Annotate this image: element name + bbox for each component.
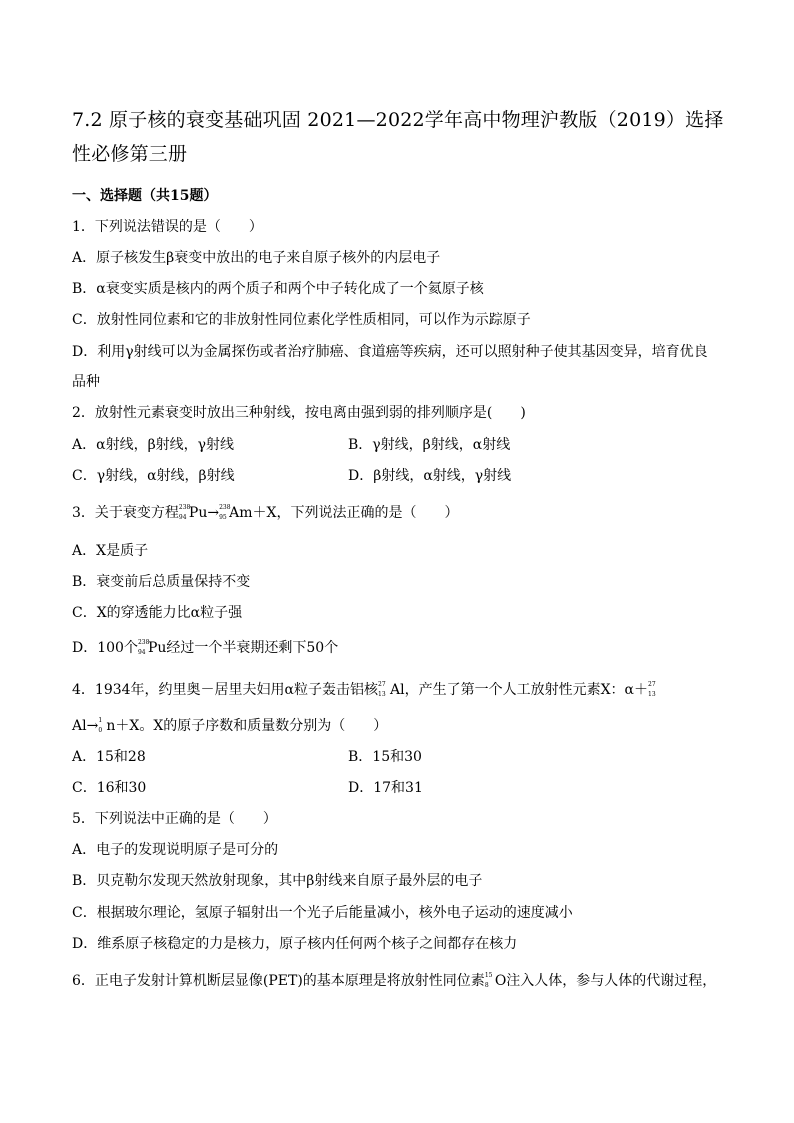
al-nuclide-numbers [378,683,390,697]
q2-stem: 2．放射性元素衰变时放出三种射线，按电离由强到弱的排列顺序是( ) [72,405,526,421]
q3-d-atomic-number: 94 [137,649,146,656]
q3-d-symbol: Pu [147,640,167,656]
q3-stem-pre: 3．关于衰变方程 [72,505,179,521]
pu-mass-number: 238 [178,504,191,511]
q3-d-post: 经过一个半衰期还剩下50个 [166,640,339,656]
o-atomic-number: 8 [484,982,489,989]
q6-stem-post: 注入人体，参与人体的代谢过程， [506,973,717,989]
q3-option-b: B．衰变前后总质量保持不变 [72,574,251,590]
q4-stem [72,680,660,700]
neutron-symbol: n [106,718,116,734]
q4-option-a: A．15和28 [72,749,146,765]
pu-atomic-number: 94 [178,514,187,521]
neutron-nuclide-numbers [98,719,106,733]
am-symbol: Am [229,505,253,521]
pu-symbol: Pu [188,505,208,521]
q3-d-mass-number: 238 [137,639,150,646]
neutron-mass-number: 1 [98,717,103,724]
al2-mass-number: 27 [648,681,656,688]
o-symbol: O [494,973,507,989]
q4-line2-pre: Al→ [72,718,99,734]
q1-option-c: C．放射性同位素和它的非放射性同位素化学性质相同，可以作为示踪原子 [72,312,531,328]
q5-option-d: D．维系原子核稳定的力是核力，原子核内任何两个核子之间都存在核力 [72,936,518,952]
q5-option-c: C．根据玻尔理论，氢原子辐射出一个光子后能量减小，核外电子运动的速度减小 [72,905,573,921]
q4-stem-line2 [72,716,387,736]
q4-option-d: D．17和31 [348,780,423,796]
page-title: 7.2 原子核的衰变基础巩固 2021—2022学年高中物理沪教版（2019）选择性必修第三册 [72,109,724,165]
q3-stem-post: ＋X，下列说法正确的是（ ） [252,505,459,521]
q2-option-b: B．γ射线，β射线，α射线 [348,437,511,453]
q2-option-c: C．γ射线，α射线，β射线 [72,468,235,484]
q1-stem: 1．下列说法错误的是（ ） [72,219,263,235]
am-atomic-number: 95 [219,514,227,521]
q4-stem-pre: 4．1934年，约里奥－居里夫妇用α粒子轰击铝核 [72,682,378,698]
q6-stem-pre: 6．正电子发射计算机断层显像(PET)的基本原理是将放射性同位素 [72,973,485,989]
q2-option-a: A．α射线，β射线，γ射线 [72,437,235,453]
q3-option-c: C．X的穿透能力比α粒子强 [72,605,243,621]
al-symbol: Al [390,682,405,698]
am-mass-number: 238 [219,504,231,511]
al2-nuclide-numbers [648,683,660,697]
q5-option-a: A．电子的发现说明原子是可分的 [72,842,279,858]
q1-option-d-cont: 品种 [72,374,100,390]
al-mass-number: 27 [378,681,386,688]
q1-option-b: B．α衰变实质是核内的两个质子和两个中子转化成了一个氦原子核 [72,281,484,297]
q4-option-c: C．16和30 [72,780,147,796]
section-heading: 一、选择题（共15题） [72,188,218,204]
q2-option-d: D．β射线，α射线，γ射线 [348,468,512,484]
al2-atomic-number: 13 [648,691,656,698]
q3-option-a: A．X是质子 [72,543,149,559]
q3-d-nuclide-numbers [138,641,148,655]
arrow-symbol: → [207,505,220,521]
o-nuclide-numbers [485,974,495,988]
q5-option-b: B．贝克勒尔发现天然放射现象，其中β射线来自原子最外层的电子 [72,873,483,889]
q5-stem: 5．下列说法中正确的是（ ） [72,811,277,827]
q6-stem [72,971,716,991]
q3-d-pre: D．100个 [72,640,138,656]
o-mass-number: 15 [484,972,493,979]
q4-option-b: B．15和30 [348,749,422,765]
q3-option-d [72,638,338,658]
q1-option-d: D．利用γ射线可以为金属探伤或者治疗肺癌、食道癌等疾病，还可以照射种子使其基因变异，培育优良 [72,344,708,360]
al-atomic-number: 13 [378,691,386,698]
q3-stem [72,503,458,523]
pu-nuclide-numbers [179,506,189,520]
q4-line2-post: ＋X。X的原子序数和质量数分别为（ ） [115,718,388,734]
am-nuclide-numbers [219,506,229,520]
neutron-atomic-number: 0 [98,727,103,734]
q4-stem-mid: ，产生了第一个人工放射性元素X：α＋ [404,682,649,698]
q1-option-a: A．原子核发生β衰变中放出的电子来自原子核外的内层电子 [72,250,441,266]
